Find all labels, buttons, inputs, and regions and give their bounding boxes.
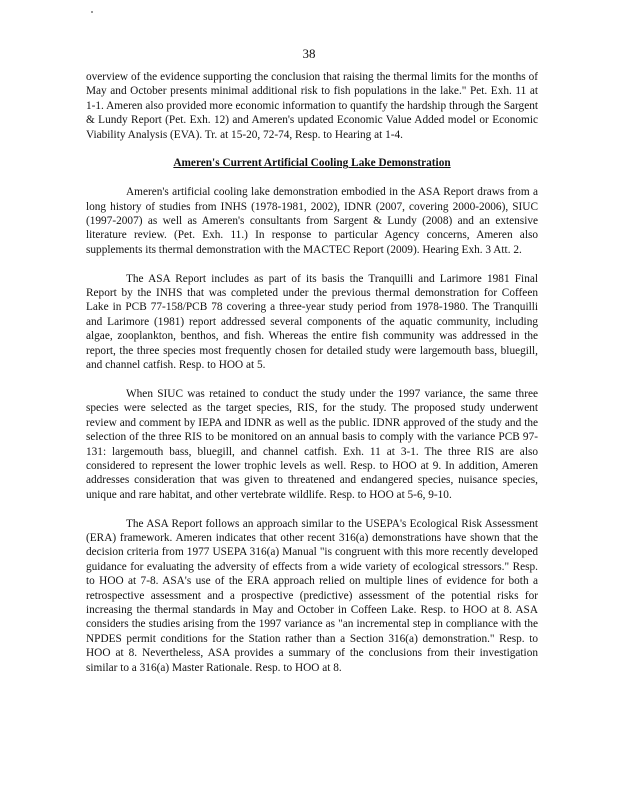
paragraph-history: Ameren's artificial cooling lake demonstration embodied in the ASA Report draws from a long history of studies from INHS (1978-1981, 2002), IDNR (2007, covering 2000-2006), SIUC (1997-2007) as well as Ameren's consultants from Sargent & Lundy (2008) and an extensive literature review. (Pet. Exh. 11.) In response to particular Agency concerns, Ameren also supplements its thermal demonstration with the MACTEC Report (2009). Hearing Exh. 3 Att. 2.	[86, 186, 538, 256]
paragraph-siuc-study: When SIUC was retained to conduct the study under the 1997 variance, the same three species were selected as the target species, RIS, for the study. The proposed study underwent review and comment by IEPA and IDNR as well as the public. IDNR approved of the study and the selection of the three RIS to be monitored on an annual basis to comply with the variance PCB 97-131: largemouth bass, bluegill, and channel catfish. Exh. 11 at 3-1. The three RIS are also considered to represent the lower trophic levels as well. Resp. to HOO at 9. In addition, Ameren addresses consideration that was given to threatened and endangered species, nuisance species, unique and rare habitat, and other vertebrate wildlife. Resp. to HOO at 5-6, 9-10.	[86, 387, 538, 501]
document-body	[86, 70, 538, 689]
page-number: 38	[302, 46, 316, 61]
scan-speck	[91, 11, 93, 13]
paragraph-asa-basis: The ASA Report includes as part of its basis the Tranquilli and Larimore 1981 Final Report by the INHS that was completed under the previous thermal demonstration for Coffeen Lake in PCB 77-158/PCB 78 covering a three-year study period from 1978-1980. The Tranquilli and Larimore (1981) report addressed several components of the aquatic community, including algae, zooplankton, benthos, and fish. Whereas the entire fish community was addressed in the report, the three species most frequently chosen for detailed study were largemouth bass, bluegill, and channel catfish. Resp. to HOO at 5.	[86, 272, 538, 372]
paragraph-continuation: overview of the evidence supporting the conclusion that raising the thermal limits for the months of May and October presents minimal additional risk to fish populations in the lake." Pet. Exh. 11 at 1-1. Ameren also provided more economic information to quantify the hardship through the Sargent & Lundy Report (Pet. Exh. 12) and Ameren's updated Economic Value Added model or Economic Viability Analysis (EVA). Tr. at 15-20, 72-74, Resp. to Hearing at 1-4.	[86, 71, 538, 141]
section-heading: Ameren's Current Artificial Cooling Lake Demonstration	[173, 157, 451, 170]
paragraph-era-approach: The ASA Report follows an approach similar to the USEPA's Ecological Risk Assessment (ERA) framework. Ameren indicates that other recent 316(a) demonstrations have shown that the decision criteria from 1977 USEPA 316(a) Manual "is congruent with this more recently developed guidance for evaluating the adversity of effects from a wide variety of ecological stressors." Resp. to HOO at 7-8. ASA's use of the ERA approach relied on multiple lines of evidence for both a retrospective assessment and a prospective (predictive) assessment of the potential risks for increasing the thermal standards in May and October in Coffeen Lake. Resp. to HOO at 8. ASA considers the studies arising from the 1997 variance as "an incremental step in compliance with the NPDES permit conditions for the Station rather than a Section 316(a) demonstration." Resp. to HOO at 8. Nevertheless, ASA provides a summary of the conclusions from their investigation similar to a 316(a) Master Rationale. Resp. to HOO at 8.	[86, 517, 538, 674]
